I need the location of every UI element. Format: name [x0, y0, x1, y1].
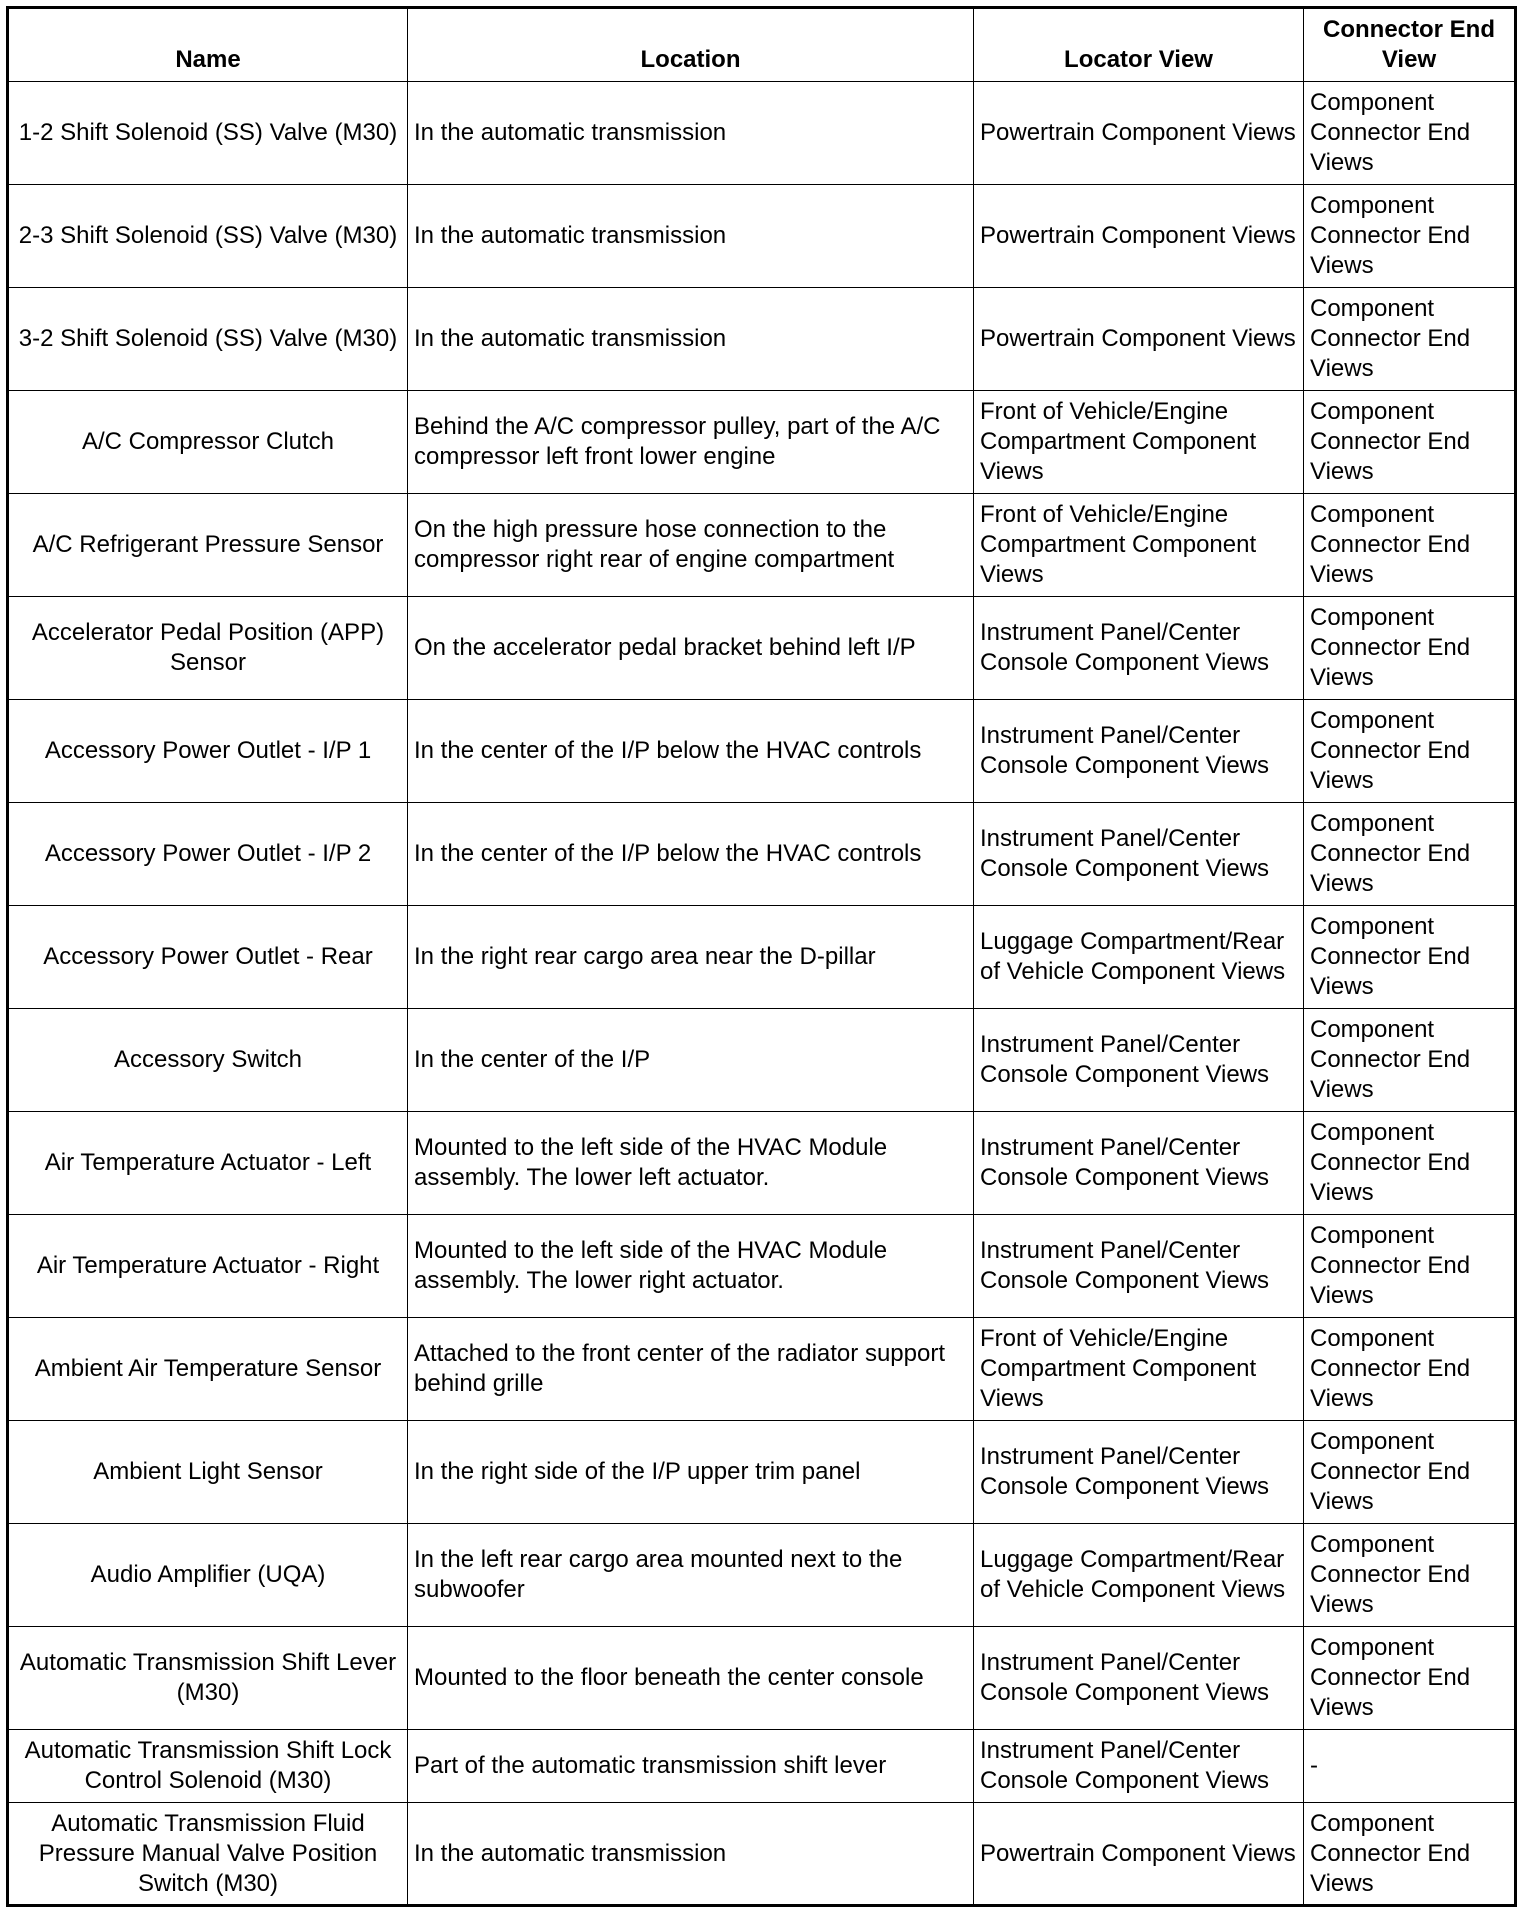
location-cell: In the automatic transmission: [408, 1803, 974, 1906]
locator-view-cell: Powertrain Component Views: [974, 1803, 1304, 1906]
locator-view-cell: Front of Vehicle/Engine Compartment Component Views: [974, 391, 1304, 494]
table-row: [8, 1524, 1516, 1627]
locator-view-cell: Instrument Panel/Center Console Component Views: [974, 1112, 1304, 1215]
location-cell: Attached to the front center of the radiator support behind grille: [408, 1318, 974, 1421]
connector-end-view-cell: Component Connector End Views: [1304, 1112, 1516, 1215]
table-row: [8, 185, 1516, 288]
table-row: [8, 82, 1516, 185]
location-cell: Mounted to the left side of the HVAC Module assembly. The lower left actuator.: [408, 1112, 974, 1215]
header-connector-end-view: Connector End View: [1304, 8, 1516, 82]
connector-end-view-cell: Component Connector End Views: [1304, 1627, 1516, 1730]
locator-view-cell: Powertrain Component Views: [974, 288, 1304, 391]
location-cell: In the center of the I/P below the HVAC controls: [408, 700, 974, 803]
header-name: Name: [8, 8, 408, 82]
table-row: [8, 803, 1516, 906]
locator-view-cell: Powertrain Component Views: [974, 185, 1304, 288]
connector-end-view-cell: Component Connector End Views: [1304, 700, 1516, 803]
locator-view-cell: Front of Vehicle/Engine Compartment Component Views: [974, 1318, 1304, 1421]
component-name-cell: Ambient Air Temperature Sensor: [8, 1318, 408, 1421]
connector-end-view-cell: Component Connector End Views: [1304, 494, 1516, 597]
table-row: [8, 1627, 1516, 1730]
location-cell: In the right side of the I/P upper trim panel: [408, 1421, 974, 1524]
locator-view-cell: Instrument Panel/Center Console Component Views: [974, 1009, 1304, 1112]
connector-end-view-cell: Component Connector End Views: [1304, 391, 1516, 494]
locator-view-cell: Luggage Compartment/Rear of Vehicle Component Views: [974, 906, 1304, 1009]
connector-end-view-cell: -: [1304, 1730, 1516, 1803]
connector-end-view-cell: Component Connector End Views: [1304, 185, 1516, 288]
location-cell: Behind the A/C compressor pulley, part of the A/C compressor left front lower engine: [408, 391, 974, 494]
table-row: [8, 1215, 1516, 1318]
component-name-cell: Accessory Power Outlet - I/P 1: [8, 700, 408, 803]
location-cell: In the automatic transmission: [408, 185, 974, 288]
component-name-cell: Automatic Transmission Shift Lock Control Solenoid (M30): [8, 1730, 408, 1803]
table-row: [8, 906, 1516, 1009]
connector-end-view-cell: Component Connector End Views: [1304, 82, 1516, 185]
connector-end-view-cell: Component Connector End Views: [1304, 1524, 1516, 1627]
location-cell: In the right rear cargo area near the D-pillar: [408, 906, 974, 1009]
locator-view-cell: Instrument Panel/Center Console Component Views: [974, 597, 1304, 700]
connector-end-view-cell: Component Connector End Views: [1304, 597, 1516, 700]
locator-view-cell: Instrument Panel/Center Console Component Views: [974, 1215, 1304, 1318]
locator-view-cell: Instrument Panel/Center Console Component Views: [974, 803, 1304, 906]
component-name-cell: 3-2 Shift Solenoid (SS) Valve (M30): [8, 288, 408, 391]
connector-end-view-cell: Component Connector End Views: [1304, 906, 1516, 1009]
locator-view-cell: Luggage Compartment/Rear of Vehicle Component Views: [974, 1524, 1304, 1627]
locator-view-cell: Instrument Panel/Center Console Component Views: [974, 700, 1304, 803]
location-cell: Mounted to the floor beneath the center console: [408, 1627, 974, 1730]
table-row: [8, 1009, 1516, 1112]
component-name-cell: Automatic Transmission Shift Lever (M30): [8, 1627, 408, 1730]
component-location-table: [6, 6, 1517, 1907]
table-row: [8, 1421, 1516, 1524]
table-body: [8, 82, 1516, 1906]
component-name-cell: Audio Amplifier (UQA): [8, 1524, 408, 1627]
header-locator-view: Locator View: [974, 8, 1304, 82]
component-name-cell: Air Temperature Actuator - Right: [8, 1215, 408, 1318]
component-name-cell: 1-2 Shift Solenoid (SS) Valve (M30): [8, 82, 408, 185]
location-cell: In the automatic transmission: [408, 288, 974, 391]
locator-view-cell: Instrument Panel/Center Console Component Views: [974, 1627, 1304, 1730]
connector-end-view-cell: Component Connector End Views: [1304, 1009, 1516, 1112]
location-cell: On the accelerator pedal bracket behind left I/P: [408, 597, 974, 700]
locator-view-cell: Powertrain Component Views: [974, 82, 1304, 185]
component-name-cell: Ambient Light Sensor: [8, 1421, 408, 1524]
table-row: [8, 391, 1516, 494]
table-row: [8, 288, 1516, 391]
table-row: [8, 1112, 1516, 1215]
location-cell: In the left rear cargo area mounted next to the subwoofer: [408, 1524, 974, 1627]
location-cell: On the high pressure hose connection to the compressor right rear of engine compartment: [408, 494, 974, 597]
connector-end-view-cell: Component Connector End Views: [1304, 1803, 1516, 1906]
table-row: [8, 494, 1516, 597]
connector-end-view-cell: Component Connector End Views: [1304, 803, 1516, 906]
component-name-cell: 2-3 Shift Solenoid (SS) Valve (M30): [8, 185, 408, 288]
connector-end-view-cell: Component Connector End Views: [1304, 1318, 1516, 1421]
connector-end-view-cell: Component Connector End Views: [1304, 1421, 1516, 1524]
header-location: Location: [408, 8, 974, 82]
locator-view-cell: Front of Vehicle/Engine Compartment Component Views: [974, 494, 1304, 597]
location-cell: In the center of the I/P: [408, 1009, 974, 1112]
component-name-cell: Accessory Switch: [8, 1009, 408, 1112]
component-name-cell: Accessory Power Outlet - Rear: [8, 906, 408, 1009]
component-name-cell: Automatic Transmission Fluid Pressure Manual Valve Position Switch (M30): [8, 1803, 408, 1906]
component-name-cell: Accessory Power Outlet - I/P 2: [8, 803, 408, 906]
connector-end-view-cell: Component Connector End Views: [1304, 1215, 1516, 1318]
table-row: [8, 1803, 1516, 1906]
component-name-cell: A/C Compressor Clutch: [8, 391, 408, 494]
location-cell: In the automatic transmission: [408, 82, 974, 185]
location-cell: Mounted to the left side of the HVAC Module assembly. The lower right actuator.: [408, 1215, 974, 1318]
table-row: [8, 1318, 1516, 1421]
table-row: [8, 597, 1516, 700]
table-row: [8, 700, 1516, 803]
locator-view-cell: Instrument Panel/Center Console Component Views: [974, 1421, 1304, 1524]
component-name-cell: Accelerator Pedal Position (APP) Sensor: [8, 597, 408, 700]
location-cell: In the center of the I/P below the HVAC controls: [408, 803, 974, 906]
locator-view-cell: Instrument Panel/Center Console Component Views: [974, 1730, 1304, 1803]
location-cell: Part of the automatic transmission shift lever: [408, 1730, 974, 1803]
component-name-cell: A/C Refrigerant Pressure Sensor: [8, 494, 408, 597]
connector-end-view-cell: Component Connector End Views: [1304, 288, 1516, 391]
component-name-cell: Air Temperature Actuator - Left: [8, 1112, 408, 1215]
table-header-row: [8, 8, 1516, 82]
table-row: [8, 1730, 1516, 1803]
